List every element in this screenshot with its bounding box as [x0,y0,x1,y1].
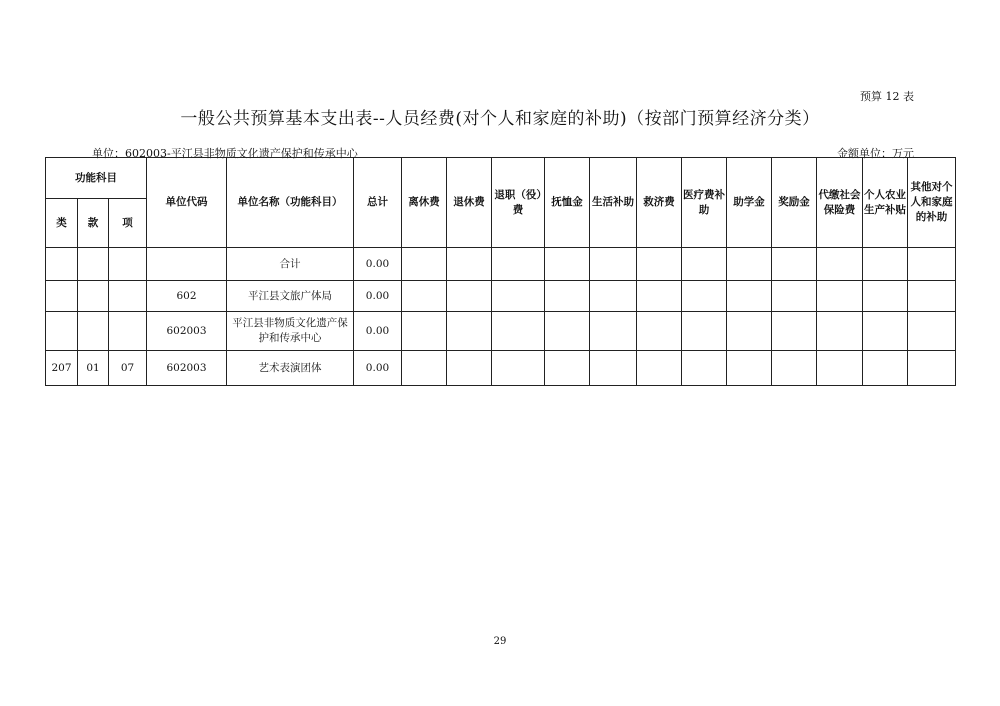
cell-total: 0.00 [354,281,402,312]
header-code: 单位代码 [147,158,227,248]
cell-kuan [78,281,109,312]
table-row [46,248,956,281]
cell-empty [817,312,863,351]
unit-label: 单位：602003-平江县非物质文化遗产保护和传承中心 [92,147,358,160]
table-row [46,281,956,312]
header-func-group: 功能科目 [46,158,147,199]
cell-empty [727,351,772,386]
cell-empty [447,312,492,351]
cell-empty [492,351,545,386]
cell-xiang [109,281,147,312]
cell-name: 艺术表演团体 [227,351,354,386]
cell-empty [447,351,492,386]
cell-total: 0.00 [354,312,402,351]
cell-empty [637,248,682,281]
cell-empty [637,281,682,312]
header-c3: 退职（役）费 [492,158,545,248]
cell-empty [447,281,492,312]
cell-empty [637,312,682,351]
cell-empty [772,351,817,386]
header-c2: 退休费 [447,158,492,248]
header-c5: 生活补助 [590,158,637,248]
table-row [46,351,956,386]
cell-empty [590,312,637,351]
header-name: 单位名称（功能科目） [227,158,354,248]
cell-code: 602 [147,281,227,312]
cell-empty [908,248,956,281]
cell-empty [863,281,908,312]
cell-empty [817,248,863,281]
cell-empty [402,312,447,351]
header-lei: 类 [46,199,78,248]
cell-empty [772,312,817,351]
header-c11: 个人农业生产补贴 [863,158,908,248]
cell-empty [863,312,908,351]
cell-empty [402,351,447,386]
cell-kuan [78,312,109,351]
cell-empty [402,248,447,281]
cell-empty [590,248,637,281]
cell-kuan: 01 [78,351,109,386]
cell-empty [682,248,727,281]
cell-empty [545,312,590,351]
cell-xiang [109,312,147,351]
amount-unit-label: 金额单位：万元 [837,147,914,160]
cell-empty [637,351,682,386]
cell-empty [863,248,908,281]
page-title: 一般公共预算基本支出表--人员经费(对个人和家庭的补助)（按部门预算经济分类） [180,109,820,129]
cell-empty [817,281,863,312]
cell-empty [727,248,772,281]
cell-empty [492,281,545,312]
cell-total: 0.00 [354,351,402,386]
cell-name: 平江县文旅广体局 [227,281,354,312]
cell-empty [817,351,863,386]
cell-empty [727,281,772,312]
cell-total: 0.00 [354,248,402,281]
cell-lei [46,281,78,312]
header-c6: 救济费 [637,158,682,248]
cell-empty [590,281,637,312]
cell-empty [590,351,637,386]
cell-empty [545,281,590,312]
cell-lei: 207 [46,351,78,386]
cell-name: 平江县非物质文化遗产保护和传承中心 [227,312,354,351]
cell-empty [545,248,590,281]
header-c9: 奖励金 [772,158,817,248]
cell-empty [682,312,727,351]
table-row [46,312,956,351]
cell-empty [492,248,545,281]
cell-empty [447,248,492,281]
header-c12: 其他对个人和家庭的补助 [908,158,956,248]
cell-xiang: 07 [109,351,147,386]
table-number: 预算 12 表 [860,90,914,103]
header-c10: 代缴社会保险费 [817,158,863,248]
cell-xiang [109,248,147,281]
cell-empty [772,281,817,312]
page-number: 29 [493,636,507,647]
header-c1: 离休费 [402,158,447,248]
cell-kuan [78,248,109,281]
header-c7: 医疗费补助 [682,158,727,248]
budget-table [45,157,956,386]
header-row-1 [46,158,956,199]
cell-empty [908,312,956,351]
cell-empty [682,281,727,312]
cell-empty [727,312,772,351]
cell-empty [772,248,817,281]
cell-name: 合计 [227,248,354,281]
cell-code: 602003 [147,312,227,351]
header-total: 总计 [354,158,402,248]
header-c8: 助学金 [727,158,772,248]
header-xiang: 项 [109,199,147,248]
cell-lei [46,312,78,351]
cell-empty [492,312,545,351]
cell-empty [402,281,447,312]
cell-code: 602003 [147,351,227,386]
header-c4: 抚恤金 [545,158,590,248]
cell-empty [908,281,956,312]
cell-code [147,248,227,281]
cell-empty [863,351,908,386]
header-kuan: 款 [78,199,109,248]
cell-lei [46,248,78,281]
cell-empty [908,351,956,386]
cell-empty [682,351,727,386]
cell-empty [545,351,590,386]
